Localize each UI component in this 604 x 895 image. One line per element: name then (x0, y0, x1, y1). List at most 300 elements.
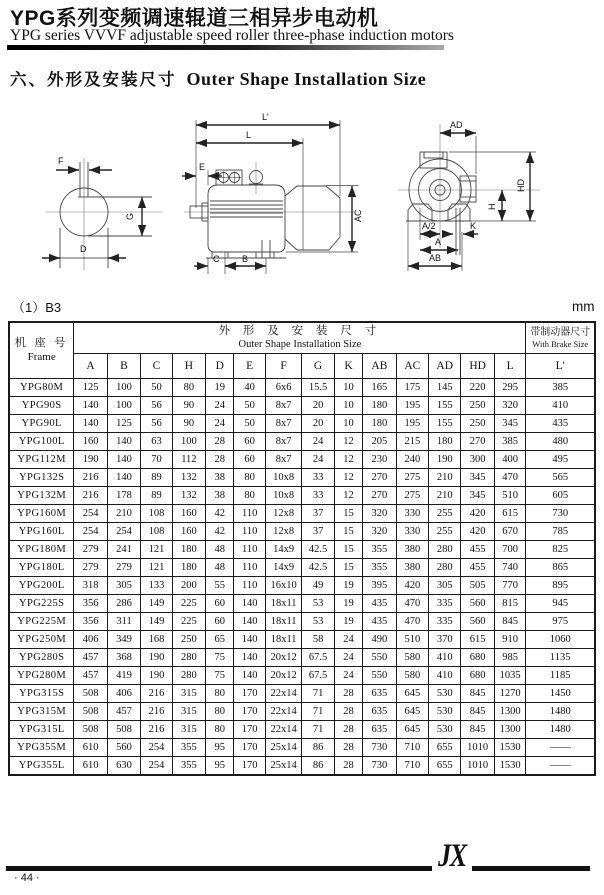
dimension-cell: 42.5 (302, 559, 334, 577)
dimension-cell: 220 (461, 379, 494, 397)
dimension-cell: 470 (396, 613, 428, 631)
dimension-cell: 410 (526, 397, 595, 415)
dimension-cell: 680 (461, 667, 494, 685)
dimension-cell: 190 (74, 451, 107, 469)
dimension-cell: 311 (107, 613, 140, 631)
dimension-cell: 190 (141, 667, 172, 685)
dimension-cell: 320 (363, 505, 396, 523)
dimension-cell: 635 (363, 721, 396, 739)
dimension-cell: 24 (206, 415, 234, 433)
dimension-cell: 205 (363, 433, 396, 451)
dimension-cell: 160 (172, 523, 205, 541)
dimension-cell: 38 (206, 469, 234, 487)
column-header: AD (429, 354, 461, 379)
dimension-cell: 19 (206, 379, 234, 397)
dimension-cell: 210 (429, 469, 461, 487)
dimension-cell: 435 (526, 415, 595, 433)
dimension-cell: 140 (234, 613, 265, 631)
dimension-cell: 170 (234, 721, 265, 739)
dimension-cell: 630 (107, 757, 140, 776)
column-header: K (334, 354, 362, 379)
dimension-cell: 60 (234, 433, 265, 451)
dimension-cell: 18x11 (265, 595, 301, 613)
dimension-cell: 19 (334, 595, 362, 613)
dim-label-a: A (435, 237, 442, 247)
dimension-cell: 56 (141, 415, 172, 433)
dimension-cell: 24 (302, 433, 334, 451)
dimension-cell: 910 (494, 631, 526, 649)
dimension-cell: 28 (206, 433, 234, 451)
dimension-cell: 67.5 (302, 667, 334, 685)
table-body (9, 379, 595, 776)
brake-header-cn: 带制动器尺寸 (530, 326, 591, 338)
dimension-cell: 368 (107, 649, 140, 667)
dimension-cell: 356 (74, 595, 107, 613)
dimension-cell: 121 (141, 559, 172, 577)
dimension-cell: 550 (363, 667, 396, 685)
dimension-cell: 145 (429, 379, 461, 397)
dimension-cell: 730 (363, 739, 396, 757)
dimension-cell: 42 (206, 523, 234, 541)
dimension-cell: 50 (234, 415, 265, 433)
dimension-cell: 315 (172, 703, 205, 721)
dimension-cell: 80 (172, 379, 205, 397)
dimension-cell: 160 (172, 505, 205, 523)
dimension-cell: 12 (334, 469, 362, 487)
dimension-cell: 320 (363, 523, 396, 541)
dimension-cell: 18x11 (265, 631, 301, 649)
table-row (9, 379, 595, 397)
page-title: YPG系列变频调速辊道三相异步电动机 (10, 7, 379, 30)
dimension-cell: 615 (461, 631, 494, 649)
dimension-cell: 133 (141, 577, 172, 595)
dimension-cell: 1010 (461, 739, 494, 757)
dimension-cell: 155 (429, 415, 461, 433)
table-row (9, 667, 595, 685)
dimension-cell: 1530 (494, 757, 526, 776)
dim-label-f: F (58, 156, 64, 166)
outer-shape-group-header (74, 322, 526, 354)
dimension-cell: 37 (302, 523, 334, 541)
dimension-cell: 550 (363, 649, 396, 667)
table-row (9, 397, 595, 415)
dim-label-l: L (246, 130, 252, 140)
dimension-cell: 49 (302, 577, 334, 595)
dimension-cell: 140 (234, 667, 265, 685)
dimension-cell: 10x8 (265, 487, 301, 505)
dimension-cell: 6x6 (265, 379, 301, 397)
dimension-cell: 140 (107, 433, 140, 451)
dimension-cell: 149 (141, 595, 172, 613)
dimension-cell: 24 (302, 451, 334, 469)
dimension-cell: 60 (206, 595, 234, 613)
installation-drawings (0, 100, 604, 300)
dimension-cell: 420 (461, 505, 494, 523)
dimension-cell: 455 (461, 541, 494, 559)
dimension-cell: 180 (363, 397, 396, 415)
dimension-cell: 140 (234, 631, 265, 649)
dimension-cell: 95 (206, 757, 234, 776)
dimension-cell: 38 (206, 487, 234, 505)
dimension-cell: 335 (429, 595, 461, 613)
table-row (9, 415, 595, 433)
page-number: · 44 · (14, 872, 40, 884)
dimension-cell: 28 (334, 703, 362, 721)
dim-label-h: H (487, 203, 497, 210)
dimension-cell: 610 (74, 757, 107, 776)
column-header: AC (396, 354, 428, 379)
dimension-cell: 53 (302, 595, 334, 613)
dimension-cell: 510 (396, 631, 428, 649)
dimension-cell: 1135 (526, 649, 595, 667)
dimension-cell: 100 (172, 433, 205, 451)
dimension-cell: 15.5 (302, 379, 334, 397)
dimension-cell: 275 (396, 469, 428, 487)
dimension-cell: 286 (107, 595, 140, 613)
dimension-cell: 380 (396, 559, 428, 577)
dimension-cell: 180 (172, 559, 205, 577)
frame-cell: YPG250M (9, 631, 74, 649)
dimension-cell: 241 (107, 541, 140, 559)
dimension-cell: 56 (141, 397, 172, 415)
table-header (9, 322, 595, 379)
dimension-cell: 280 (429, 541, 461, 559)
dimension-cell: 280 (172, 667, 205, 685)
column-header: G (302, 354, 334, 379)
dim-label-ac: AC (353, 209, 363, 222)
dimension-cell: 20x12 (265, 649, 301, 667)
dimension-cell: 12 (334, 433, 362, 451)
dimension-cell: 16x10 (265, 577, 301, 595)
table-row (9, 559, 595, 577)
dimension-cell: 140 (234, 649, 265, 667)
dimension-cell: 10 (334, 379, 362, 397)
frame-cell: YPG225S (9, 595, 74, 613)
table-row (9, 577, 595, 595)
dimension-cell: 216 (141, 703, 172, 721)
table-row (9, 541, 595, 559)
dimension-cell: 210 (429, 487, 461, 505)
dimension-cell: 28 (334, 739, 362, 757)
column-header: AB (363, 354, 396, 379)
dimension-cell: 345 (494, 415, 526, 433)
foot (256, 252, 274, 258)
group-header-cn: 外 形 及 安 装 尺 寸 (218, 324, 382, 337)
dimension-cell: 216 (141, 721, 172, 739)
table-row (9, 523, 595, 541)
dimension-cell: 250 (172, 631, 205, 649)
dimension-cell: 1300 (494, 703, 526, 721)
dim-label-g: G (125, 212, 135, 220)
dimension-cell: 42 (206, 505, 234, 523)
dimension-cell: 410 (429, 667, 461, 685)
dimension-cell: 195 (396, 397, 428, 415)
dim-label-b: B (242, 254, 249, 264)
dimension-cell: 470 (494, 469, 526, 487)
dimension-cell: 12 (334, 487, 362, 505)
dimension-cell: 530 (429, 721, 461, 739)
dimension-cell: 250 (461, 397, 494, 415)
table-row (9, 721, 595, 739)
dimension-cell: 180 (172, 541, 205, 559)
dimension-cell: 132 (172, 469, 205, 487)
brand-logo: JX (438, 838, 466, 874)
dimension-cell: 710 (396, 739, 428, 757)
cooling-fins (210, 201, 283, 217)
table-row (9, 649, 595, 667)
dimension-cell: 90 (172, 397, 205, 415)
dimension-cell: 110 (234, 523, 265, 541)
dimension-cell: 315 (172, 721, 205, 739)
column-header: A (74, 354, 107, 379)
frame-cell: YPG180L (9, 559, 74, 577)
motor-body (208, 185, 285, 252)
frame-cell: YPG112M (9, 451, 74, 469)
dimension-cell: 10 (334, 415, 362, 433)
dimension-cell: 28 (206, 451, 234, 469)
frame-cell: YPG280M (9, 667, 74, 685)
dimension-cell: 28 (334, 757, 362, 776)
dimension-cell: 80 (234, 469, 265, 487)
dimension-cell: 895 (526, 577, 595, 595)
frame-column-header (9, 322, 74, 379)
dimension-cell: 565 (526, 469, 595, 487)
dimension-cell: 28 (334, 721, 362, 739)
dimension-cell: 195 (396, 415, 428, 433)
dimension-cell: 356 (74, 613, 107, 631)
dimension-cell: 24 (206, 397, 234, 415)
dimension-cell: 610 (74, 739, 107, 757)
dimension-cell: 1480 (526, 703, 595, 721)
dimension-cell: 48 (206, 559, 234, 577)
shaft-detail-drawing (42, 156, 162, 270)
dimension-cell: 180 (429, 433, 461, 451)
frame-cell: YPG160L (9, 523, 74, 541)
dimension-cell: 190 (141, 649, 172, 667)
dimension-cell: 270 (461, 433, 494, 451)
dimension-cell: 75 (206, 667, 234, 685)
dimension-cell: 95 (206, 739, 234, 757)
dimension-cell: 580 (396, 649, 428, 667)
dimension-cell: 457 (74, 649, 107, 667)
dimension-cell: 370 (429, 631, 461, 649)
dimension-cell: 825 (526, 541, 595, 559)
dimension-cell: 42.5 (302, 541, 334, 559)
dimension-cell: 508 (107, 721, 140, 739)
column-header: F (265, 354, 301, 379)
dimension-cell: 345 (461, 469, 494, 487)
dimension-cell: 160 (74, 433, 107, 451)
dimension-cell: 420 (461, 523, 494, 541)
dimension-cell: 75 (206, 649, 234, 667)
frame-cell: YPG180M (9, 541, 74, 559)
dim-label-k: K (470, 221, 477, 231)
dimension-cell: 1300 (494, 721, 526, 739)
column-header: H (172, 354, 205, 379)
dimension-cell: 680 (461, 649, 494, 667)
dimension-cell: 635 (363, 685, 396, 703)
dimension-cell: 1185 (526, 667, 595, 685)
dimension-cell: 170 (234, 739, 265, 757)
dimension-cell: 18x11 (265, 613, 301, 631)
dimension-cell: 55 (206, 577, 234, 595)
dimension-cell: 305 (107, 577, 140, 595)
brake-size-header (526, 322, 595, 354)
dimension-cell: 279 (74, 541, 107, 559)
dimension-cell: 110 (234, 559, 265, 577)
dimension-cell: 121 (141, 541, 172, 559)
dimension-cell: 110 (234, 505, 265, 523)
frame-cell: YPG200L (9, 577, 74, 595)
dimension-cell: 15 (334, 541, 362, 559)
dimension-cell: 355 (172, 757, 205, 776)
dimension-cell: 100 (107, 397, 140, 415)
dimension-cell: 455 (461, 559, 494, 577)
dimension-cell: 108 (141, 523, 172, 541)
frame-cell: YPG355M (9, 739, 74, 757)
dimension-cell: 785 (526, 523, 595, 541)
dimension-cell: 480 (526, 433, 595, 451)
dimension-cell: 457 (74, 667, 107, 685)
brake-col-header: L' (526, 354, 595, 379)
dimension-cell: 125 (74, 379, 107, 397)
table-row (9, 451, 595, 469)
footer-rule-right (472, 866, 590, 871)
dimension-cell: 435 (363, 613, 396, 631)
dimension-cell: 615 (494, 505, 526, 523)
dimension-cell: 330 (396, 523, 428, 541)
dimension-cell: 80 (206, 703, 234, 721)
dimension-cell: 815 (494, 595, 526, 613)
dimension-cell: 605 (526, 487, 595, 505)
dimension-cell: 225 (172, 595, 205, 613)
unit-label: mm (572, 299, 595, 314)
dimension-cell: 470 (396, 595, 428, 613)
dimension-cell: 975 (526, 613, 595, 631)
table-row (9, 739, 595, 757)
frame-cell: YPG160M (9, 505, 74, 523)
dimension-cell: —— (526, 739, 595, 757)
section-heading-cn: 六、外形及安装尺寸 (10, 71, 177, 89)
table-row (9, 595, 595, 613)
dimension-cell: 132 (172, 487, 205, 505)
dimension-cell: 37 (302, 505, 334, 523)
dimension-cell: 108 (141, 505, 172, 523)
dim-label-d: D (80, 244, 87, 254)
dimension-cell: 490 (363, 631, 396, 649)
extension-lines (408, 136, 536, 271)
dimension-cell: 168 (141, 631, 172, 649)
dimension-cell: 645 (396, 703, 428, 721)
dimension-cell: 216 (74, 487, 107, 505)
dimension-cell: 90 (172, 415, 205, 433)
frame-cell: YPG132M (9, 487, 74, 505)
column-header: C (141, 354, 172, 379)
dimension-cell: 14x9 (265, 559, 301, 577)
dimension-cell: 355 (363, 559, 396, 577)
frame-cell: YPG80M (9, 379, 74, 397)
dimension-cell: 1450 (526, 685, 595, 703)
dimension-cell: 50 (141, 379, 172, 397)
dimension-cell: 15 (334, 523, 362, 541)
dimension-cell: 20 (302, 415, 334, 433)
dimension-cell: 25x14 (265, 757, 301, 776)
column-header: D (206, 354, 234, 379)
end-view-drawing (398, 120, 540, 271)
frame-cell: YPG315L (9, 721, 74, 739)
dimension-cell: 180 (363, 415, 396, 433)
table-row (9, 703, 595, 721)
dimension-cell: 100 (107, 379, 140, 397)
dimension-cell: 80 (206, 721, 234, 739)
dimension-cell: 216 (74, 469, 107, 487)
dimension-cell: 315 (172, 685, 205, 703)
dimension-cell: 12x8 (265, 523, 301, 541)
dimension-cell: 710 (396, 757, 428, 776)
dim-label-ad: AD (450, 120, 463, 130)
dimension-cell: 845 (461, 703, 494, 721)
page-subtitle: YPG series VVVF adjustable speed roller three-phase induction motors (10, 27, 454, 44)
dimension-cell: 10x8 (265, 469, 301, 487)
dimension-cell: 1010 (461, 757, 494, 776)
dimension-cell: 655 (429, 739, 461, 757)
frame-cell: YPG100L (9, 433, 74, 451)
dimension-cell: 155 (429, 397, 461, 415)
dimension-cell: 20 (302, 397, 334, 415)
dim-label-lprime: L' (262, 112, 269, 122)
dimension-cell: 230 (363, 451, 396, 469)
dimension-cell: 50 (234, 397, 265, 415)
dimension-cell: 110 (234, 577, 265, 595)
dimension-cell: 254 (107, 523, 140, 541)
dimension-cell: 20x12 (265, 667, 301, 685)
dimension-cell: 19 (334, 613, 362, 631)
dimension-cell: 60 (234, 451, 265, 469)
dimension-cell: 740 (494, 559, 526, 577)
dimension-cell: 71 (302, 703, 334, 721)
dimension-cell: 530 (429, 685, 461, 703)
dimension-cell: 140 (74, 415, 107, 433)
dimension-cell: 140 (74, 397, 107, 415)
dimension-cell: 60 (206, 613, 234, 631)
dimension-cell: 175 (396, 379, 428, 397)
dimension-cell: 63 (141, 433, 172, 451)
dimension-cell: 8x7 (265, 415, 301, 433)
frame-cell: YPG355L (9, 757, 74, 776)
dimension-cell: 165 (363, 379, 396, 397)
dimension-cell: 33 (302, 487, 334, 505)
frame-header-en: Frame (27, 350, 56, 363)
dimension-cell: 845 (461, 721, 494, 739)
dimension-cell: 945 (526, 595, 595, 613)
dimension-cell: 67.5 (302, 649, 334, 667)
dimension-cell: 457 (107, 703, 140, 721)
table-row (9, 469, 595, 487)
frame-cell: YPG225M (9, 613, 74, 631)
dimension-cell: 380 (396, 541, 428, 559)
dimension-cell: 330 (396, 505, 428, 523)
dimension-cell: 58 (302, 631, 334, 649)
dimension-cell: 560 (461, 595, 494, 613)
dimension-cell: 170 (234, 685, 265, 703)
dimension-cell: 140 (107, 451, 140, 469)
dimension-cell: 25x14 (265, 739, 301, 757)
frame-cell: YPG315S (9, 685, 74, 703)
dimension-cell: 410 (429, 649, 461, 667)
dimension-cell: 295 (494, 379, 526, 397)
dimension-cell: 22x14 (265, 703, 301, 721)
table-row (9, 613, 595, 631)
